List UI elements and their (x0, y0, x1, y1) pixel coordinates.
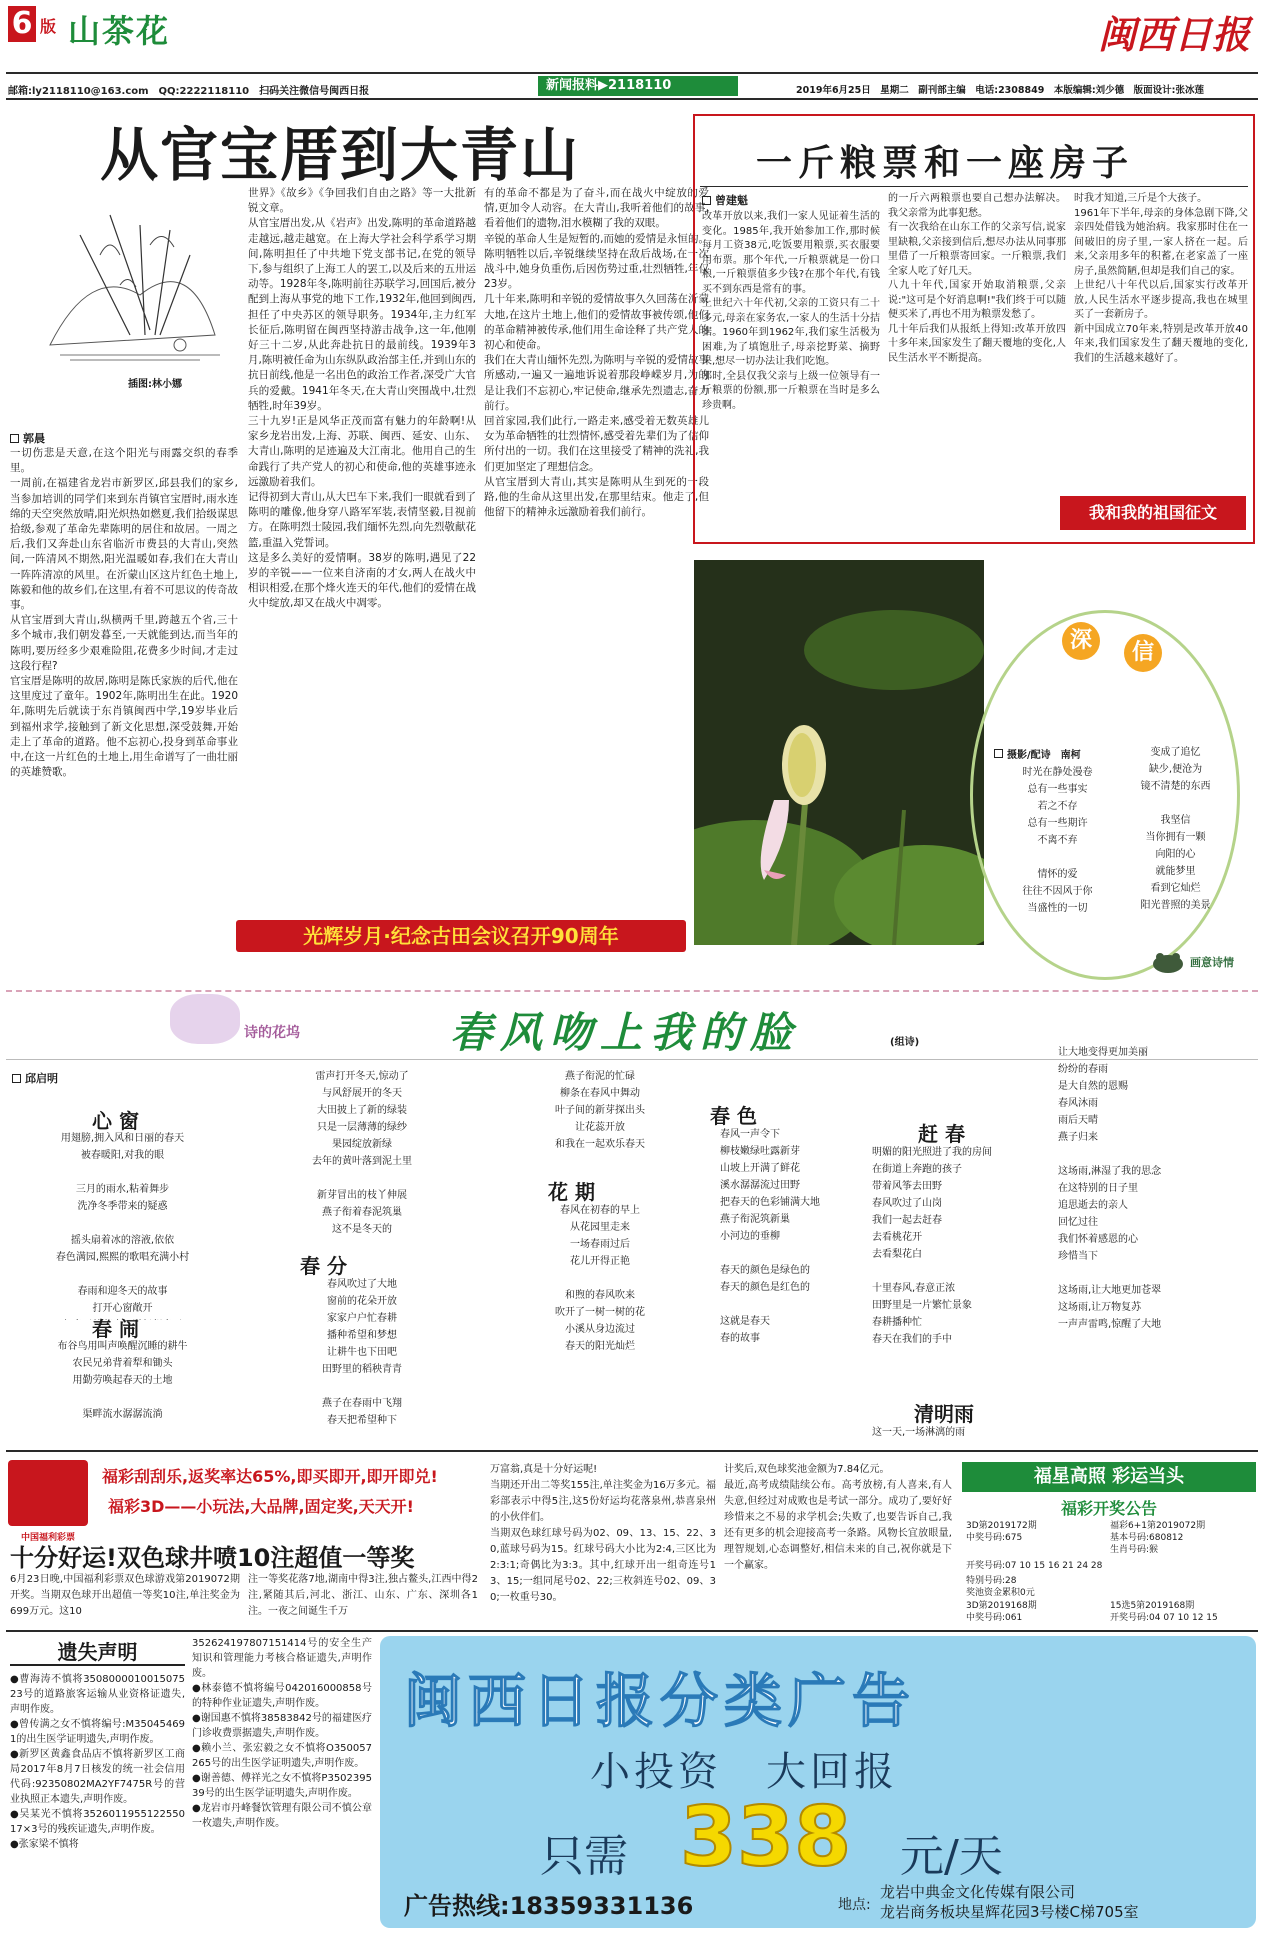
article1-title: 从官宝厝到大青山 (100, 121, 581, 189)
poem4-body-a: 燕子衔泥的忙碌 柳条在春风中舞动 叶子间的新芽探出头 让花蕊开放 和我在一起欢乐春天 (555, 1071, 645, 1150)
poem7-body: 让大地变得更加美丽 纷纷的春雨 是大自然的恩赐 春风沐雨 雨后天晴 燕子归来 这场雨,淋湿了我的思念 在这特别的日子里 追思逝去的亲人 回忆过往 我们怀着感恩的心 珍惜当下 这场雨,让大地更加苍翠 这场雨,让万物复苏 一声声雷鸣,惊醒了大地 (1058, 1047, 1162, 1330)
poem6-title: 赶 春 (918, 1122, 965, 1146)
poem5-body: 春风一声令下 柳枝嫩绿吐露新芽 山坡上开满了鲜花 溪水潺潺流过田野 把春天的色彩铺满大地 燕子衔泥筑新巢 小河边的垂柳 春天的颜色是绿色的 春天的颜色是红色的 这就是春天 春的故事 (720, 1129, 820, 1344)
section-title: 山茶花 (68, 12, 171, 50)
masthead: 闽西日报 (1097, 12, 1250, 57)
lottery-body2: 注一等奖花落7地,湖南中得3注,独占鳌头,江西中得2注,紧随其后,河北、浙江、山东、广东、深圳各1注。一夜之间诞生千万 (248, 1574, 478, 1617)
poem4-title: 花 期 (548, 1180, 595, 1204)
hotline-bar: 新闻报料▶2118110 (538, 76, 738, 96)
poem-byline: 摄影/配诗 南柯 (994, 746, 1081, 761)
lottery-logo-text: 中国福利彩票 (20, 1533, 75, 1543)
poem-lines-a: 时光在静处漫卷 总有一些事实 若之不存 总有一些期许 不离不弃 情怀的爱 往往不因风于你 当盛性的一切 (1022, 767, 1093, 914)
poem6-body: 明媚的阳光照进了我的房间 在街道上奔跑的孩子 带着风筝去田野 春风吹过了山岗 我们一起去赶春 去看桃花开 去看梨花白 十里春风,春意正浓 田野里是一片繁忙景象 春耕播种忙 春天在我们的手中 (872, 1147, 992, 1345)
poem1-title: 心 窗 (92, 1109, 139, 1133)
poems-byline: 邱启明 (12, 1070, 58, 1086)
classified-title: 闽西日报分类广告 (404, 1667, 917, 1735)
lottery-box-title: 福星高照 彩运当头 (962, 1462, 1256, 1492)
article2-col1: 改革开放以来,我们一家人见证着生活的变化。1985年,我开始参加工作,那时候每月工资38元,吃饭要用粮票,买衣服要用布票。那个年代,一斤粮票就是一份口粮,一斤粮票值多少钱?在那个年代,有钱买不到东西是常有的事。 上世纪六十年代初,父亲的工资只有二十多元,母亲在家务农,一家人的生活十分拮据。1960年到1962年,我们家生活极为困难,为了填饱肚子,母亲挖野菜、摘野果,想尽一切办法让我们吃饱。 那时,全县仅我父亲与上级一位领导有一斤粮票的份额,那一斤粮票在当时是多么珍贵啊。 (702, 211, 880, 411)
lottery-r4: 特别号码:28 奖池资金累积0元 (966, 1576, 1035, 1598)
poem3-body-b: 春风吹过了大地 窗前的花朵开放 家家户户忙春耕 播种希望和梦想 让耕牛也下田吧 田野里的稻秧青青 燕子在春雨中飞翔 春天把希望种下 (322, 1279, 402, 1426)
classified-slogan: 小投资 大回报 (590, 1749, 898, 1795)
article2-title: 一斤粮票和一座房子 (756, 142, 1135, 184)
poem-tag: 画意诗情 (1150, 950, 1234, 974)
article2-byline: 曾建魁 (702, 192, 748, 208)
poem3-title: 春 分 (300, 1254, 347, 1278)
classified-addr-label: 地点: (838, 1897, 871, 1913)
notices-title: 遗失声明 (10, 1636, 185, 1666)
poems-corner-flower (170, 994, 240, 1044)
poem5-title: 春 色 (710, 1104, 757, 1128)
lottery-r3: 开奖号码:07 10 15 16 21 24 28 (966, 1561, 1103, 1571)
notices-col1: ●曹海涛不慎将350800001001507523号的道路旅客运输从业资格证遗失,声明作废。 ●曾传满之女不慎将编号:M350454691的出生医学证明遗失,声明作废。 ●新罗区黄鑫食品店不慎将新罗区工商局2017年8月7日核发的统一社会信用代码:92350802MA2YF7475R号的营业执照正本遗失,声明作废。 ●吴某光不慎将352601195512255017×3号的残疾证遗失,声明作废。 ●张家梁不慎将 (10, 1674, 185, 1850)
page-suffix: 版 (40, 17, 57, 36)
illustration-caption: 插图:林小娜 (128, 379, 182, 390)
lottery-r1: 3D第2019172期 中奖号码:675 (966, 1521, 1037, 1543)
article1-illustration (30, 195, 235, 375)
poem1-body: 用翅膀,拥入风和日丽的春天 被春暖阳,对我的眼 三月的雨水,粘着舞步 洗净冬季带来的疑惑 摇头扇着冰的溶液,依依 春色满园,熙熙的歌唱充满小村 春雨和迎冬天的故事 打开心窗敞开 (55, 1133, 190, 1314)
poem2-body: 布谷鸟用叫声唤醒沉睡的耕牛 农民兄弟背着犁和锄头 用勤劳唤起春天的土地 渠畔流水潺潺流淌 (57, 1341, 188, 1420)
lottery-headline: 十分好运!双色球井喷10注超值一等奖 (10, 1544, 415, 1572)
article2-banner: 我和我的祖国征文 (1060, 496, 1246, 530)
frog-icon (1150, 950, 1186, 974)
poem6-title2: 清明雨 (914, 1402, 974, 1426)
poem4-body-b: 春风在初春的早上 从花园里走来 一场春雨过后 花儿开得正艳 和煦的春风吹来 吹开了一树一树的花 小溪从身边流过 春天的阳光灿烂 (555, 1205, 645, 1352)
notices-col2: 352624197807151414号的安全生产知识和管理能力考核合格证遗失,声明作废。 ●林泰德不慎将编号042016000858号的特种作业证遗失,声明作废。 ●谢国惠不慎将38583842号的福建医疗门诊收费票据遗失,声明作废。 ●赖小兰、张宏毅之女不慎将O350057265号的出生医学证明遗失,声明作废。 ●谢善德、傅祥光之女不慎将P350239539号的出生医学证明遗失,声明作废。 ●龙岩市丹峰餐饮管理有限公司不慎公章一枚遗失,声明作废。 (192, 1638, 372, 1829)
poem-title-2: 信 (1124, 634, 1162, 672)
article1-col3: 有的革命不都是为了奋斗,而在战火中绽放的爱情,更加令人动容。在大青山,我听着他们的故事,看着他们的遗物,泪水模糊了我的双眼。 辛锐的革命人生是短暂的,而她的爱情是永恒的。陈明牺牲以后,辛锐继续坚持在敌后战场,在一次战斗中,她身负重伤,后因伤势过重,壮烈牺牲,年仅23岁。 几十年来,陈明和辛锐的爱情故事久久回荡在沂蒙大地,在这片土地上,他们的爱情故事被传颂,他们的革命精神被传承,他们用生命诠释了共产党人的初心和使命。 我们在大青山缅怀先烈,为陈明与辛锐的爱情故事所感动,一遍又一遍地诉说着那段峥嵘岁月,为的是让我们不忘初心,牢记使命,继承先烈遗志,奋力前行。 回首家园,我们此行,一路走来,感受着无数英雄儿女为革命牺牲的壮烈情怀,感受着先辈们为了信仰所付出的一切。我们在这里接受了精神的洗礼,我们更加坚定了理想信念。 从官宝厝到大青山,其实是陈明从生到死的一段路,他的生命从这里出发,在那里结束。他走了,但他留下的精神永远激励着我们前行。 (484, 187, 709, 519)
classified-hotline: 广告热线:18359331136 (404, 1892, 694, 1920)
lottery-r5: 3D第2019168期 中奖号码:061 (966, 1601, 1037, 1623)
article2-col3: 时我才知道,三斤是个大孩子。 1961年下半年,母亲的身体急剧下降,父亲四处借钱为她治病。我家那时住在一间破旧的房子里,一家人挤在一起。后来,父亲用多年的积蓄,在老家盖了一座房子,虽然简陋,但却是我们自己的家。 上世纪八十年代以后,国家实行改革开放,人民生活水平逐步提高,我也在城里买了一套新房子。 新中国成立70年来,特别是改革开放40年来,我们国家发生了翻天覆地的变化,我们的生活越来越好了。 (1074, 193, 1248, 364)
lottery-body4: 计奖后,双色球奖池金额为7.84亿元。 最近,高考成绩陆续公布。高考放榜,有人喜来,有人失意,但经过对成败也是考试一部分。成功了,要好好珍惜来之不易的求学机会;失败了,也要告诉自己,我还有更多的机会迎接高考一条路。风物长宜放眼量,理智规划,心态调整好,相信未来的自己,祝你就是下一个赢家。 (724, 1464, 952, 1571)
poem6-body-b: 这一天,一场淋漓的雨 (872, 1427, 966, 1438)
article1-byline: 郭晨 (10, 430, 45, 446)
contact-line: 邮箱:ly2118110@163.com QQ:2222118110 扫码关注微信号闽西日报 (8, 86, 370, 97)
page-number-box: 6 (8, 6, 36, 42)
classified-addr: 龙岩中典金文化传媒有限公司 龙岩商务板块星辉花园3号楼C梯705室 (880, 1883, 1139, 1921)
classified-price: 338 (680, 1790, 852, 1885)
lottery-r2: 福彩6+1第2019072期 基本号码:680812 生肖号码:猴 (1110, 1521, 1206, 1555)
poems-header-note: (组诗) (890, 1037, 920, 1048)
lottery-r6: 15选5第2019168期 开奖号码:04 07 10 12 15 (1110, 1601, 1218, 1623)
lottery-ad2: 福彩3D——小玩法,大品牌,固定奖,天天开! (108, 1497, 414, 1516)
article1-col1: 一切伤悲是天意,在这个阳光与雨露交织的春季里。 一周前,在福建省龙岩市新罗区,邱县我们的家乡,当参加培训的同学们来到东肖镇官宝厝时,雨水连绵的天空突然放晴,阳光炽热如燃夏,我们拾级谋思拾级,参观了革命先辈陈明的居住和故居。一周之后,我们又奔赴山东省临沂市费县的大青山,突然间,一阵清风不期然,阳光温暖如春,我们在大青山一阵阵清凉的风里。在沂蒙山区这片红色土地上,陈毅和他的故乡们,在这里,有着不可思议的传奇故事。 从官宝厝到大青山,纵横两千里,跨越五个省,三十多个城市,我们朝发暮至,一天就能到达,而当年的陈明,要历经多少艰难险阻,花费多少时间,才走过这段行程? 官宝厝是陈明的故居,陈明是陈氏家族的后代,他在这里度过了童年。1902年,陈明出生在此。1920年,陈明先后就读于东肖镇闽西中学,19岁毕业后到福州求学,接触到了新文化思想,深受鼓舞,开始走上了革命的道路。他不忘初心,投身到革命事业中,在这一片红色的土地上,用生命谱写了一曲壮丽的英雄赞歌。 (10, 447, 238, 779)
lottery-body1: 6月23日晚,中国福利彩票双色球游戏第2019072期开奖。当期双色球开出超值一等奖10注,单注奖金为699万元。这10 (10, 1574, 240, 1617)
poems-corner-label: 诗的花坞 (244, 1025, 300, 1041)
lotus-photo (694, 560, 984, 945)
poem-title-1: 深 (1062, 622, 1100, 660)
article2-col2: 的一斤六两粮票也要自己想办法解决。我父亲常为此事犯愁。 有一次我给在山东工作的父亲写信,说家里缺粮,父亲接到信后,想尽办法从同事那里借了一斤粮票寄回家。一斤粮票,我们全家人吃了好几天。 八九十年代,国家开始取消粮票,父亲说:"这可是个好消息啊!"我们终于可以随便买米了,再也不用为粮票发愁了。 几十年后我们从报纸上得知:改革开放四十多年来,国家发生了翻天覆地的变化,人民生活水平不断提高。 (888, 193, 1066, 364)
poem3-body-a: 雷声打开冬天,惊动了 与风舒展开的冬天 大田披上了新的绿装 只是一层薄薄的绿纱 果园绽放新绿 去年的黄叶落到泥土里 新芽冒出的枝丫伸展 燕子衔着春泥筑巢 这不是冬天的 (312, 1071, 412, 1235)
article1-col2: 世界》《故乡》《争回我们自由之路》等一大批新锐文章。 从官宝厝出发,从《岩声》出发,陈明的革命道路越走越远,越走越宽。在上海大学社会科学系学习期间,陈明担任了中共地下党支部书记,在党的领导下,参与组织了上海工人的罢工,以及后来的五卅运动等。1928年冬,陈明前往苏联学习,回国后,被分配到上海从事党的地下工作,1932年,他回到闽西,担任了中央苏区的领导职务。1934年,主力红军长征后,陈明留在闽西坚持游击战争,这一年,他刚好三十二岁,从此奔赴抗日的最前线。1939年3月,陈明被任命为山东纵队政治部主任,并到山东的抗日前线,他是一名出色的政治工作者,深受广大官兵的爱戴。1941年冬天,在大青山突围战中,壮烈牺牲,时年39岁。 三十九岁!正是风华正茂而富有魅力的年龄啊!从家乡龙岩出发,上海、苏联、闽西、延安、山东、大青山,陈明的足迹遍及大江南北。他用自己的生命践行了共产党人的初心和使命,他的英雄事迹永远激励着我们。 记得初到大青山,从大巴车下来,我们一眼就看到了陈明的雕像,他身穿八路军军装,表情坚毅,目视前方。在陈明烈士陵园,我们缅怀先烈,向先烈敬献花篮,重温入党誓词。 这是多么美好的爱情啊。38岁的陈明,遇见了22岁的辛锐——一位来自济南的才女,两人在战火中相识相爱,在那个烽火连天的年代,他们的爱情在战火中绽放,却又在战火中凋零。 (248, 187, 476, 610)
issue-meta: 2019年6月25日 星期二 副刊部主编 电话:2308849 本版编辑:刘少德 版面设计:张冰莲 (796, 85, 1204, 96)
poems-header: 春风吻上我的脸 (450, 1008, 801, 1057)
poem-lines-b: 变成了追忆 缺少,便沧为 镜不清楚的东西 我坚信 当你拥有一颗 向阳的心 就能梦里 看到它灿烂 阳光普照的美景 (1140, 747, 1211, 911)
lottery-ad1: 福彩刮刮乐,返奖率达65%,即买即开,即开即兑! (102, 1467, 438, 1486)
poem2-title: 春 闹 (92, 1317, 139, 1341)
lottery-logo (8, 1460, 88, 1526)
lottery-body3: 万富翁,真是十分好运呢! 当期还开出二等奖155注,单注奖金为16万多元。福彩部表示中得5注,这5份好运均花落泉州,恭喜泉州的小伙伴们。 当期双色球红球号码为02、09、13、15、22、30,蓝球号码为15。红球号码大小比为2:4,三区比为2:3:1;奇偶比为3:3。其中,红球开出一组奇连号13、15;一组同尾号02、22;三枚斜连号02、09、30;一枚重号30。 (490, 1464, 716, 1603)
classified-price-post: 元/天 (900, 1831, 1003, 1882)
classified-price-pre: 只需 (540, 1831, 628, 1882)
lottery-box-sub: 福彩开奖公告 (1060, 1499, 1157, 1518)
article1-banner: 光辉岁月·纪念古田会议召开90周年 (236, 920, 686, 952)
